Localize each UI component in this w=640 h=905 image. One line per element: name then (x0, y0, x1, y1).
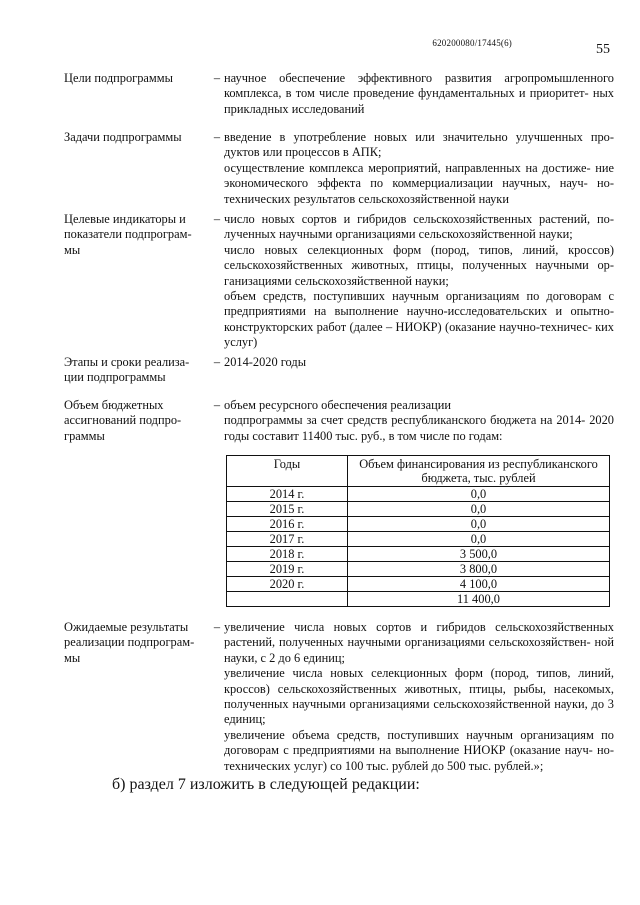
table-header-years: Годы (227, 456, 348, 487)
results-label: Ожидаемые результаты реализации подпрограм- мы (64, 620, 195, 665)
results-value: увеличение числа новых сортов и гибридов сельскохозяйственных растений, полученных научными организациями сельскохозяйствен- ной науки, с 2 до 6 единиц; увеличение числа новых селекционных форм (пород, типов, линий, кроссов) сельскохозяйственных животных, птицы, рыбы, насекомых, полученных научными организациями сельскохозяйственной науки, до 3 единиц; увеличение объема средств, поступивших научным организациям по договорам с предприятиями на выполнение НИОКР (оказание науч- но-технических услуг) со 100 тыс. рублей до 500 тыс. рублей.»; (224, 620, 614, 773)
table-header-amount: Объем финансирования из республиканского бюджета, тыс. рублей (348, 456, 610, 487)
budget-label: Объем бюджетных ассигнований подпро- граммы (64, 398, 182, 443)
table-row: 2015 г. 0,0 (227, 502, 610, 517)
table-total-row: 11 400,0 (227, 592, 610, 607)
tasks-value: введение в употребление новых или значительно улучшенных про- дуктов или процессов в АПК; осуществление комплекса мероприятий, направленных на достиже- ние экономического эффекта по коммерциализации научных, науч- но-технических результатов сельскохозяйственной науки (224, 130, 614, 206)
goals-value: научное обеспечение эффективного развития агропромышленного комплекса, в том числе проведение фундаментальных и приоритет- ных прикладных исследований (224, 71, 614, 116)
indicators-value: число новых сортов и гибридов сельскохозяйственных растений, по- лученных научными организациями сельскохозяйственной науки; число новых селекционных форм (пород, типов, линий, кроссов) сельскохозяйственных животных, птицы, полученных научными ор- ганизациями сельскохозяйственной науки; объем средств, поступивших научным организациям по договорам с предприятиями на выполнение научно-исследовательских и опытно- конструкторских работ (далее – НИОКР) (оказание научно-техничес- ких услуг) (224, 212, 614, 350)
tasks-label: Задачи подпрограммы (64, 130, 182, 144)
stages-label: Этапы и сроки реализа- ции подпрограммы (64, 355, 190, 385)
section-amendment-text: б) раздел 7 изложить в следующей редакции: (112, 776, 420, 793)
goals-label: Цели подпрограммы (64, 71, 173, 85)
table-row: 2017 г. 0,0 (227, 532, 610, 547)
table-row: 2018 г. 3 500,0 (227, 547, 610, 562)
funding-table (226, 455, 610, 607)
table-header-row (227, 456, 610, 487)
table-row: 2016 г. 0,0 (227, 517, 610, 532)
document-code: 620200080/17445(6) (432, 38, 512, 48)
table-row: 2020 г. 4 100,0 (227, 577, 610, 592)
indicators-label: Целевые индикаторы и показатели подпрограм- мы (64, 212, 192, 257)
table-row: 2019 г. 3 800,0 (227, 562, 610, 577)
table-row: 2014 г. 0,0 (227, 487, 610, 502)
budget-value: объем ресурсного обеспечения реализации подпрограммы за счет средств республиканского бюджета на 2014- 2020 годы составит 11400 тыс. руб., в том числе по годам: (224, 398, 614, 443)
stages-value: 2014-2020 годы (224, 355, 307, 369)
page-number: 55 (596, 42, 610, 57)
